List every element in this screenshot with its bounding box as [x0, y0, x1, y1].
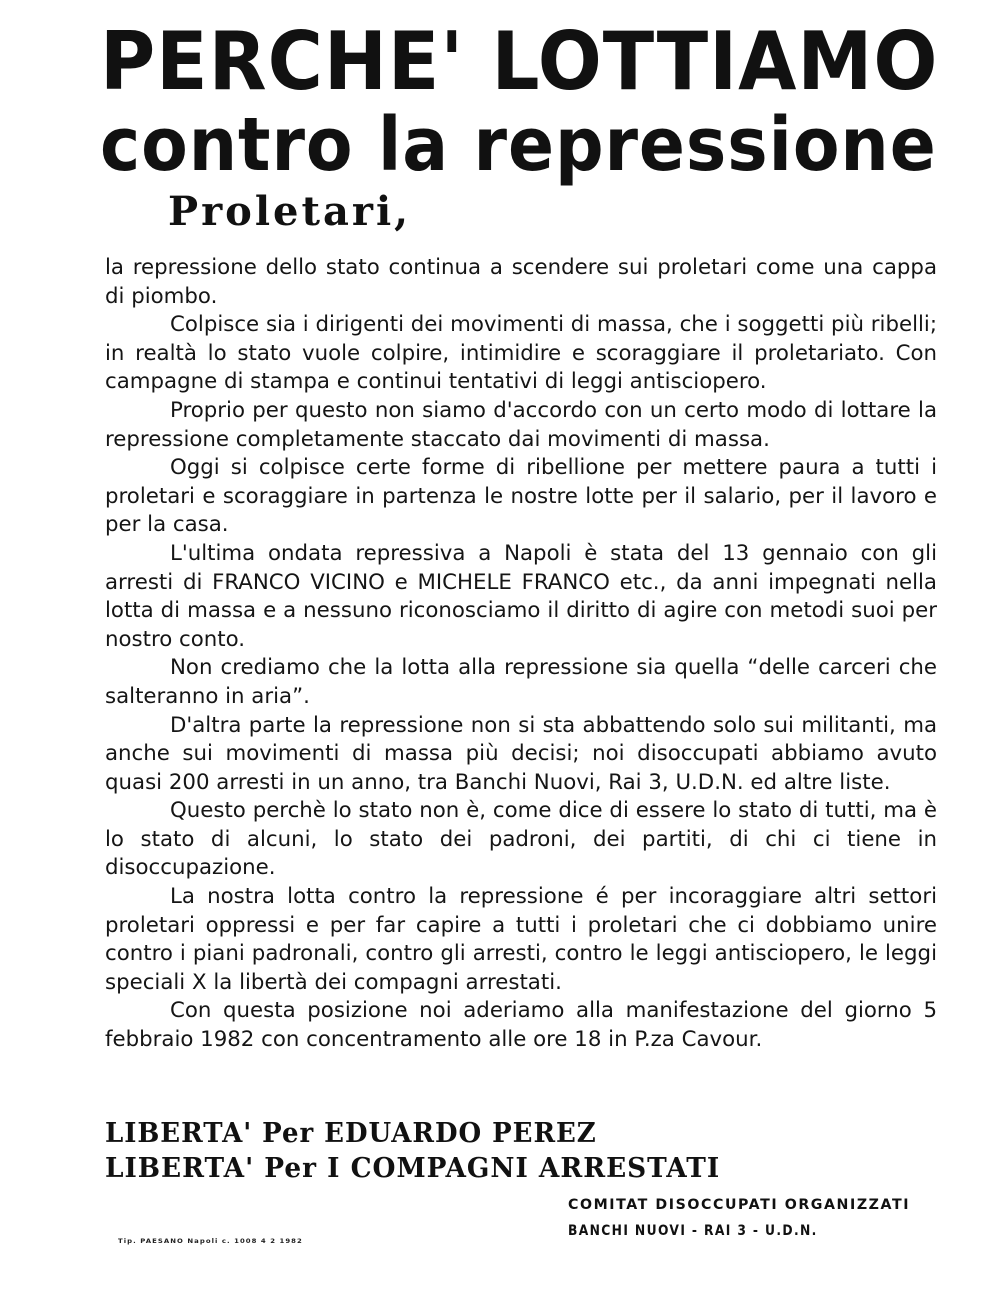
paragraph: Questo perchè lo stato non è, come dice di essere lo stato di tutti, ma è lo stato di alcuni, lo stato dei padroni, dei partiti, di chi ci tiene in disoccupazione. — [105, 798, 937, 881]
slogan-line1: LIBERTA' Per EDUARDO PEREZ — [105, 1118, 597, 1149]
poster-title-line1: PERCHE' LOTTIAMO — [100, 15, 939, 108]
body-text — [105, 254, 937, 1055]
paragraph: Con questa posizione noi aderiamo alla manifestazione del giorno 5 febbraio 1982 con concentramento alle ore 18 in P.za Cavour. — [105, 998, 937, 1053]
signature-line1: COMITAT DISOCCUPATI ORGANIZZATI — [568, 1197, 911, 1213]
paragraph: L'ultima ondata repressiva a Napoli è stata del 13 gennaio con gli arresti di FRANCO VICINO e MICHELE FRANCO etc., da anni impegnati nella lotta di massa e a nessuno riconosciamo il diritto di agire con metodi suoi per nostro conto. — [105, 540, 937, 652]
paragraph: Oggi si colpisce certe forme di ribellione per mettere paura a tutti i proletari e scoraggiare in partenza le nostre lotte per il salario, per il lavoro e per la casa. — [105, 455, 937, 538]
paragraph: D'altra parte la repressione non si sta abbattendo solo sui militanti, ma anche sui movimenti di massa più decisi; noi disoccupati abbiamo avuto quasi 200 arresti in un anno, tra Banchi Nuovi, Rai 3, U.D.N. ed altre liste. — [105, 712, 937, 795]
paragraph: Proprio per questo non siamo d'accordo con un certo modo di lottare la repressione completamente staccato dai movimenti di massa. — [105, 397, 937, 452]
poster-title-line2: contro la repressione — [100, 102, 937, 188]
slogan-line2: LIBERTA' Per I COMPAGNI ARRESTATI — [105, 1153, 721, 1184]
printer-imprint: Tip. PAESANO Napoli c. 1008 4 2 1982 — [118, 1237, 303, 1245]
signature-line2: BANCHI NUOVI - RAI 3 - U.D.N. — [568, 1223, 818, 1239]
paragraph: La nostra lotta contro la repressione é per incoraggiare altri settori proletari oppressi e per far capire a tutti i proletari che ci dobbiamo unire contro i piani padronali, contro gli arresti, contro le leggi antisciopero, le leggi speciali X la libertà dei compagni arrestati. — [105, 884, 937, 995]
paragraph: Non crediamo che la lotta alla repressione sia quella “delle carceri che salteranno in aria”. — [105, 655, 937, 709]
salutation: Proletari, — [168, 188, 412, 235]
paragraph: la repressione dello stato continua a scendere sui proletari come una cappa di piombo. — [105, 255, 937, 309]
paragraph: Colpisce sia i dirigenti dei movimenti di massa, che i soggetti più ribelli; in realtà lo stato vuole colpire, intimidire e scoraggiare il proletariato. Con campagne di stampa e continui tentativi di leggi antisciopero. — [105, 312, 937, 395]
